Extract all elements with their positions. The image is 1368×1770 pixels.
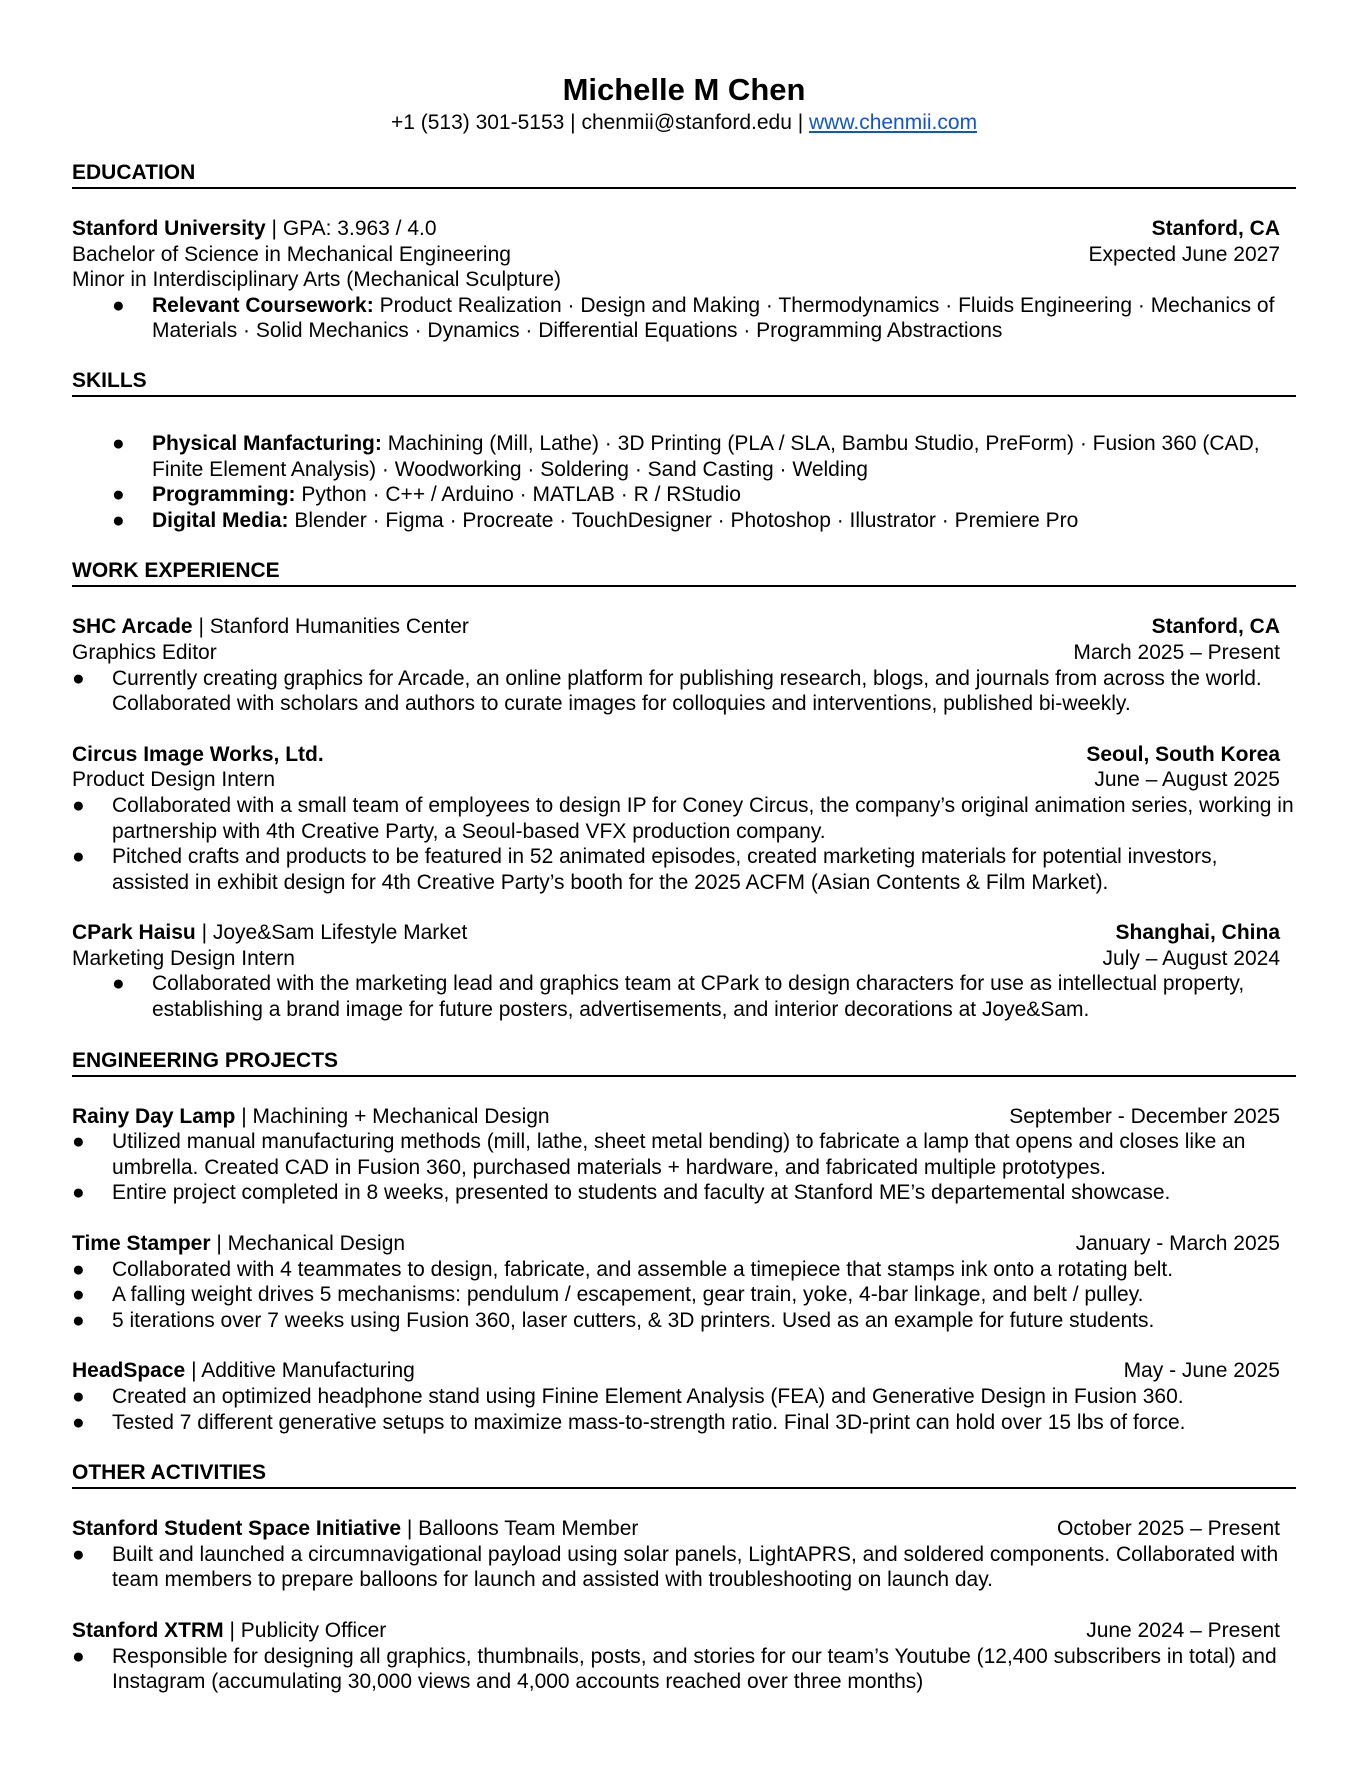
activity-date: October 2025 – Present — [1057, 1517, 1280, 1541]
work-entry — [72, 742, 1296, 896]
bullet-item — [72, 1542, 1296, 1593]
org-name: SHC Arcade — [72, 615, 193, 639]
bullet-icon: ● — [72, 1410, 85, 1434]
bullet-text: Entire project completed in 8 weeks, presented to students and faculty at Stanford ME’s departemental showcase. — [112, 1181, 1171, 1205]
bullet-item — [72, 844, 1296, 895]
coursework-list: Product Realization · Design and Making · Thermodynamics · Fluids Engineering · Mechanics of Materials · Solid Mechanics · Dynamics · Differential Equations · Programming Abstractions — [152, 293, 1275, 343]
education-entry — [72, 216, 1296, 344]
bullet-text: Pitched crafts and products to be featured in 52 animated episodes, created marketing materials for potential investors, assisted in exhibit design for 4th Creative Party’s booth for the 2025 ACFM (Asian Contents & Film Market). — [112, 845, 1218, 894]
activity-name: Stanford Student Space Initiative — [72, 1517, 402, 1541]
phone-number: +1 (513) 301-5153 — [390, 111, 565, 134]
project-name: Time Stamper — [72, 1232, 211, 1256]
separator: | — [791, 111, 810, 134]
contact-line — [72, 110, 1296, 136]
skill-item — [112, 431, 1296, 482]
skills-section — [72, 368, 1296, 533]
minor: Minor in Interdisciplinary Arts (Mechanical Sculpture) — [72, 268, 562, 292]
section-heading-activities: OTHER ACTIVITIES — [72, 1460, 1296, 1489]
activity-detail: | Publicity Officer — [223, 1618, 387, 1642]
org-line — [72, 742, 324, 768]
bullet-text: Collaborated with a small team of employees to design IP for Coney Circus, the company’s original animation series, working in partnership with 4th Creative Party, a Seoul-based VFX production company. — [112, 793, 1294, 843]
bullet-item — [72, 666, 1296, 717]
bullet-icon: ● — [72, 1542, 85, 1566]
project-date: May - June 2025 — [1123, 1359, 1280, 1383]
degree: Bachelor of Science in Mechanical Engineering — [72, 242, 511, 266]
org-detail: | Joye&Sam Lifestyle Market — [195, 921, 468, 945]
project-name: HeadSpace — [72, 1359, 186, 1383]
work-date: July – August 2024 — [1102, 946, 1280, 970]
bullet-item — [72, 1180, 1296, 1206]
project-detail: | Machining + Mechanical Design — [235, 1104, 550, 1128]
bullet-text: A falling weight drives 5 mechanisms: pendulum / escapement, gear train, yoke, 4-bar linkage, and belt / pulley. — [112, 1283, 1144, 1307]
work-entry — [72, 920, 1296, 1022]
gpa: | GPA: 3.963 / 4.0 — [265, 217, 437, 240]
section-heading-skills: SKILLS — [72, 368, 1296, 397]
separator: | — [564, 111, 582, 134]
bullet-icon: ● — [112, 972, 125, 996]
project-line — [72, 1231, 405, 1257]
bullet-item — [72, 793, 1296, 844]
website-link[interactable]: www.chenmii.com — [809, 111, 978, 134]
bullet-icon: ● — [72, 1385, 85, 1408]
work-location: Shanghai, China — [1115, 921, 1280, 945]
project-line — [72, 1358, 415, 1384]
projects-section — [72, 1048, 1296, 1436]
skill-text: Machining (Mill, Lathe) · 3D Printing (PLA / SLA, Bambu Studio, PreForm) · Fusion 360 (CAD, Finite Element Analysis) · Woodworking · Soldering · Sand Casting · Welding — [152, 431, 1260, 481]
activity-name: Stanford XTRM — [72, 1618, 224, 1642]
project-line — [72, 1104, 550, 1130]
candidate-name: Michelle M Chen — [562, 72, 806, 107]
work-location: Seoul, South Korea — [1086, 742, 1280, 766]
activities-section — [72, 1460, 1296, 1695]
bullet-item — [72, 1257, 1296, 1283]
bullet-icon: ● — [72, 845, 85, 869]
bullet-icon: ● — [72, 1257, 85, 1281]
activity-entry — [72, 1516, 1296, 1593]
bullet-item — [72, 1308, 1296, 1334]
project-entry — [72, 1104, 1296, 1206]
bullet-icon: ● — [72, 666, 85, 690]
bullet-text: 5 iterations over 7 weeks using Fusion 360, laser cutters, & 3D printers. Used as an example for future students. — [112, 1308, 1155, 1332]
org-detail: | Stanford Humanities Center — [192, 615, 469, 639]
project-detail: | Mechanical Design — [210, 1232, 406, 1256]
activity-entry — [72, 1618, 1296, 1695]
bullet-icon: ● — [112, 483, 125, 507]
skill-label: Digital Media: — [152, 508, 289, 532]
bullet-text: Responsible for designing all graphics, thumbnails, posts, and stories for our team’s Youtube (12,400 subscribers in total) and Instagram (accumulating 30,000 views and 4,000 accounts reached over three months) — [112, 1644, 1277, 1694]
org-name: Circus Image Works, Ltd. — [72, 742, 324, 766]
bullet-item — [72, 1129, 1296, 1180]
org-line — [72, 920, 467, 946]
role: Marketing Design Intern — [72, 946, 295, 970]
bullet-item — [72, 1384, 1296, 1410]
project-date: January - March 2025 — [1075, 1232, 1280, 1256]
bullet-item — [72, 1410, 1296, 1436]
bullet-item — [72, 1644, 1296, 1695]
bullet-item — [112, 971, 1296, 1022]
bullet-icon: ● — [72, 1644, 85, 1668]
bullet-text: Currently creating graphics for Arcade, an online platform for publishing research, blogs, and journals from across the world. Collaborated with scholars and authors to curate images for colloquies and interventions, published bi-weekly. — [112, 666, 1262, 716]
skill-text: Python · C++ / Arduino · MATLAB · R / RStudio — [295, 483, 741, 507]
bullet-icon: ● — [72, 1283, 85, 1307]
skill-label: Physical Manfacturing: — [152, 431, 382, 455]
bullet-icon: ● — [112, 508, 125, 532]
bullet-icon: ● — [112, 293, 125, 317]
education-section — [72, 160, 1296, 344]
bullet-text: Tested 7 different generative setups to maximize mass-to-strength ratio. Final 3D-print can hold over 15 lbs of force. — [112, 1410, 1186, 1434]
section-heading-work: WORK EXPERIENCE — [72, 558, 1296, 587]
bullet-item — [72, 1282, 1296, 1308]
resume-page — [72, 70, 1296, 1720]
bullet-icon: ● — [72, 1130, 85, 1154]
bullet-icon: ● — [72, 1308, 85, 1332]
school-location: Stanford, CA — [1151, 217, 1280, 240]
bullet-text: Collaborated with 4 teammates to design, fabricate, and assemble a timepiece that stamps ink onto a rotating belt. — [112, 1257, 1174, 1281]
bullet-icon: ● — [112, 431, 125, 455]
bullet-icon: ● — [72, 793, 85, 817]
skill-text: Blender · Figma · Procreate · TouchDesigner · Photoshop · Illustrator · Premiere Pro — [288, 508, 1079, 532]
bullet-icon: ● — [72, 1181, 85, 1205]
org-name: CPark Haisu — [72, 921, 196, 945]
project-date: September - December 2025 — [1009, 1104, 1280, 1128]
project-entry — [72, 1231, 1296, 1333]
bullet-text: Utilized manual manufacturing methods (mill, lathe, sheet metal bending) to fabricate a lamp that opens and closes like an umbrella. Created CAD in Fusion 360, purchased materials + hardware, and fabricated multiple prototypes. — [112, 1130, 1246, 1179]
coursework-item — [112, 293, 1296, 344]
bullet-text: Built and launched a circumnavigational payload using solar panels, LightAPRS, and soldered components. Collaborated with team members to prepare balloons for launch and assisted with troubleshooting on launch day. — [112, 1542, 1279, 1592]
graduation-date: Expected June 2027 — [1088, 242, 1280, 266]
bullet-text: Created an optimized headphone stand using Finine Element Analysis (FEA) and Generative Design in Fusion 360. — [112, 1385, 1184, 1408]
school-name: Stanford University — [72, 217, 266, 240]
role: Product Design Intern — [72, 768, 276, 792]
skill-item — [112, 508, 1296, 534]
activity-date: June 2024 – Present — [1086, 1618, 1280, 1642]
project-name: Rainy Day Lamp — [72, 1104, 236, 1128]
skill-label: Programming: — [152, 483, 296, 507]
org-line — [72, 614, 469, 640]
coursework-label: Relevant Coursework: — [152, 293, 374, 317]
work-date: March 2025 – Present — [1073, 640, 1280, 664]
project-detail: | Additive Manufacturing — [185, 1359, 415, 1383]
project-entry — [72, 1358, 1296, 1435]
activity-detail: | Balloons Team Member — [401, 1517, 639, 1541]
work-location: Stanford, CA — [1151, 615, 1280, 639]
work-entry — [72, 614, 1296, 716]
role: Graphics Editor — [72, 640, 217, 664]
work-date: June – August 2025 — [1094, 768, 1280, 792]
skill-item — [112, 482, 1296, 508]
activity-line — [72, 1618, 386, 1644]
section-heading-projects: ENGINEERING PROJECTS — [72, 1048, 1296, 1077]
bullet-text: Collaborated with the marketing lead and graphics team at CPark to design characters for use as intellectual property, establishing a brand image for future posters, advertisements, and interior decorations at Joye&Sam. — [152, 972, 1245, 1022]
activity-line — [72, 1516, 638, 1542]
section-heading-education: EDUCATION — [72, 160, 1296, 189]
email-address: chenmii@stanford.edu — [581, 111, 792, 134]
work-section — [72, 558, 1296, 1022]
school-line — [72, 216, 437, 242]
